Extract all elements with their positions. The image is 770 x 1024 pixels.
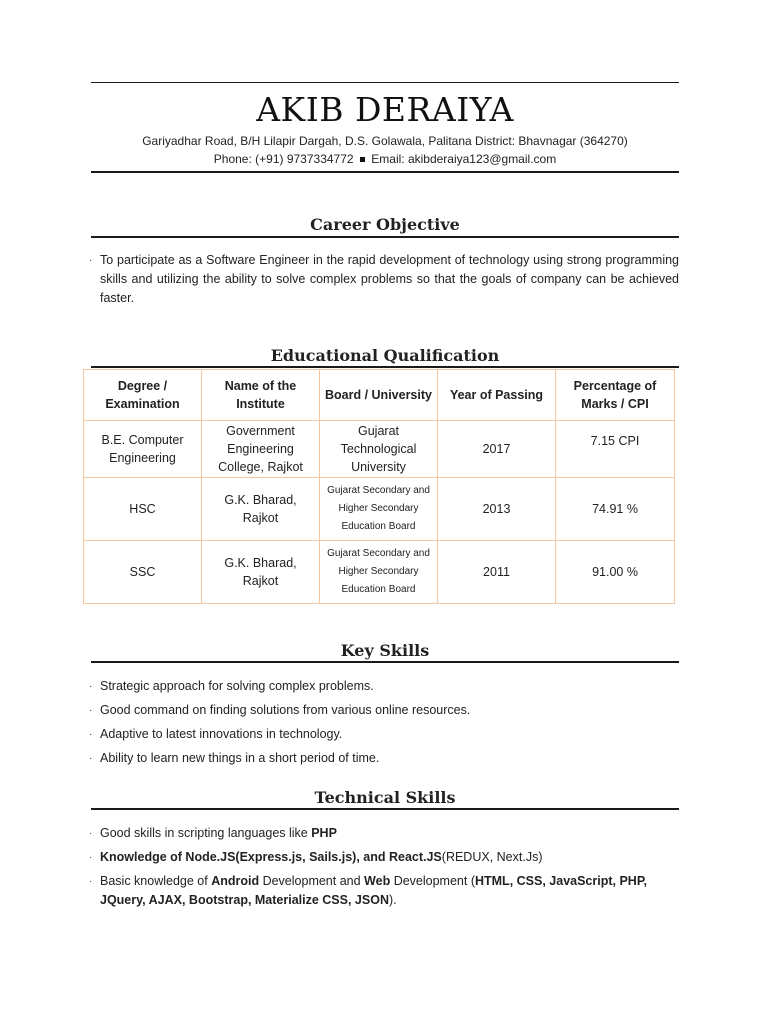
tech-skill-bold: PHP	[311, 826, 337, 840]
bullet-icon: ·	[89, 255, 93, 266]
list-item	[89, 848, 679, 867]
tech-skill-text: Basic knowledge of	[100, 874, 212, 888]
institute-cell: G.K. Bharad, Rajkot	[202, 541, 320, 604]
table-row	[84, 541, 675, 604]
career-objective-rule	[91, 236, 679, 238]
year-cell: 2013	[438, 478, 556, 541]
header-bottom-rule	[91, 171, 679, 173]
bullet-icon: ·	[89, 681, 93, 692]
candidate-name: AKIB DERAIYA	[256, 90, 514, 129]
list-item	[89, 824, 679, 843]
board-cell: Gujarat Technological University	[320, 421, 438, 478]
header-top-rule	[91, 82, 679, 83]
bullet-icon: ·	[89, 705, 93, 716]
column-header: Year of Passing	[438, 370, 556, 421]
technical-skills-rule	[91, 808, 679, 810]
bullet-icon: ·	[89, 729, 93, 740]
column-header: Degree / Examination	[84, 370, 202, 421]
list-item	[89, 749, 679, 773]
institute-cell: Government Engineering College, Rajkot	[202, 421, 320, 478]
career-objective-text: To participate as a Software Engineer in the rapid development of technology using strong programming skills and utilizing the ability to solve complex problems so that the goals of company can be achieved faster.	[100, 253, 679, 305]
table-row	[84, 421, 675, 478]
technical-skills-list	[89, 824, 679, 915]
key-skills-rule	[91, 661, 679, 663]
contact-line	[0, 152, 770, 166]
tech-skill-text: Development (	[390, 874, 475, 888]
skill-text: Adaptive to latest innovations in technology.	[100, 727, 343, 741]
year-cell: 2011	[438, 541, 556, 604]
score-cell: 74.91 %	[556, 478, 675, 541]
tech-skill-bold: HTML, CSS, JavaScript, PHP, JQuery, AJAX, Bootstrap, Materialize CSS, JSON	[100, 874, 648, 907]
tech-skill-text: (REDUX, Next.Js)	[441, 850, 543, 864]
column-header: Percentage of Marks / CPI	[556, 370, 675, 421]
email-text: Email: akibderaiya123@gmail.com	[371, 152, 557, 166]
tech-skill-text: Good skills in scripting languages like	[100, 826, 312, 840]
column-header: Board / University	[320, 370, 438, 421]
address-line: Gariyadhar Road, B/H Lilapir Dargah, D.S. Golawala, Palitana District: Bhavnagar (364270)	[142, 134, 628, 148]
table-row	[84, 478, 675, 541]
list-item	[89, 701, 679, 725]
bullet-icon: ·	[89, 828, 93, 839]
tech-skill-bold: Web	[364, 874, 391, 888]
list-item	[89, 251, 679, 308]
education-title: Educational Qualification	[270, 346, 500, 365]
table-header-row	[84, 370, 675, 421]
board-cell: Gujarat Secondary and Higher Secondary Education Board	[320, 478, 438, 541]
skill-text: Strategic approach for solving complex problems.	[100, 679, 374, 693]
key-skills-title: Key Skills	[340, 641, 430, 660]
degree-cell: SSC	[84, 541, 202, 604]
key-skills-list	[89, 677, 679, 773]
year-cell: 2017	[438, 421, 556, 478]
tech-skill-bold: Android	[211, 874, 260, 888]
institute-cell: G.K. Bharad, Rajkot	[202, 478, 320, 541]
career-objective-title: Career Objective	[310, 215, 460, 234]
column-header: Name of the Institute	[202, 370, 320, 421]
tech-skill-bold: Knowledge of Node.JS(Express.js, Sails.js), and React.JS	[100, 850, 442, 864]
score-cell: 7.15 CPI	[556, 421, 675, 478]
career-objective-section	[89, 251, 679, 308]
technical-skills-title: Technical Skills	[314, 788, 456, 807]
degree-cell: HSC	[84, 478, 202, 541]
list-item	[89, 872, 679, 910]
degree-cell: B.E. Computer Engineering	[84, 421, 202, 478]
board-cell: Gujarat Secondary and Higher Secondary Education Board	[320, 541, 438, 604]
bullet-icon: ·	[89, 852, 93, 863]
education-rule	[91, 366, 679, 368]
bullet-icon: ·	[89, 876, 93, 887]
list-item	[89, 677, 679, 701]
score-cell: 91.00 %	[556, 541, 675, 604]
list-item	[89, 725, 679, 749]
skill-text: Good command on finding solutions from various online resources.	[100, 703, 471, 717]
skill-text: Ability to learn new things in a short period of time.	[100, 751, 380, 765]
phone-text: Phone: (+91) 9737334772	[213, 152, 354, 166]
bullet-icon: ·	[89, 753, 93, 764]
tech-skill-text: ).	[388, 893, 397, 907]
education-table	[83, 369, 675, 604]
tech-skill-text: Development and	[259, 874, 365, 888]
separator-square-icon	[360, 157, 365, 162]
